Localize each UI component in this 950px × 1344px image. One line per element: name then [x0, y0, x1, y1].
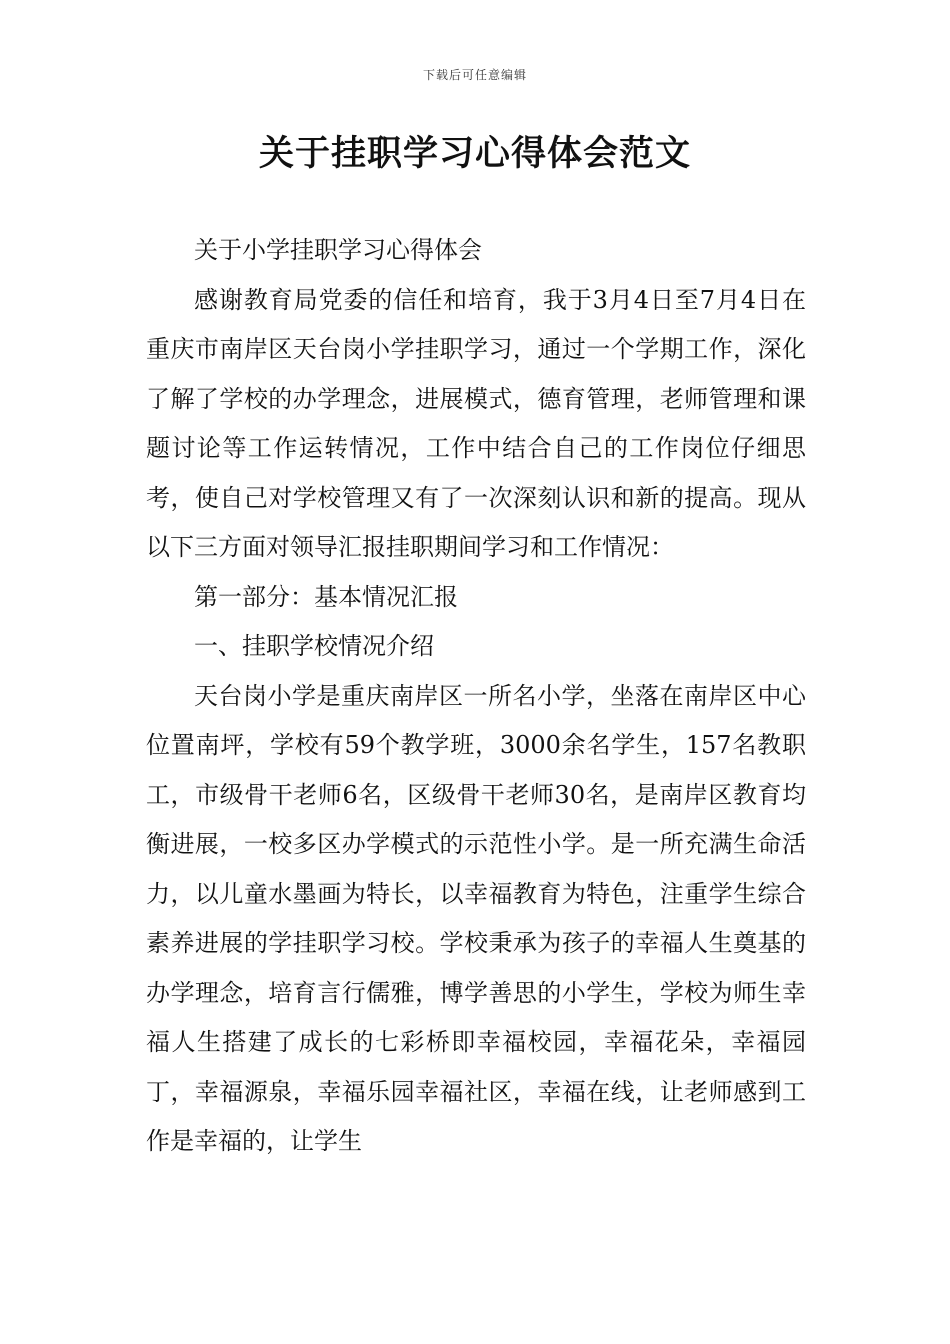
paragraph-school-introduction: 天台岗小学是重庆南岸区一所名小学，坐落在南岸区中心位置南坪，学校有59个教学班，3000余名学生，157名教职工，市级骨干老师6名，区级骨干老师30名，是南岸区教育均衡进展，一校多区办学模式的示范性小学。是一所充满生命活力，以儿童水墨画为特长，以幸福教育为特色，注重学生综合素养进展的学挂职学习校。学校秉承为孩子的幸福人生奠基的办学理念，培育言行儒雅，博学善思的小学生，学校为师生幸福人生搭建了成长的七彩桥即幸福校园，幸福花朵，幸福园丁，幸福源泉，幸福乐园幸福社区，幸福在线，让老师感到工作是幸福的，让学生	[146, 681, 806, 1155]
paragraph-section-heading: 第一部分：基本情况汇报	[194, 582, 458, 611]
document-body	[146, 226, 806, 1167]
paragraph-subtitle: 关于小学挂职学习心得体会	[194, 236, 482, 264]
paragraph-subsection-heading: 一、挂职学校情况介绍	[194, 632, 434, 660]
paragraph-intro: 感谢教育局党委的信任和培育，我于3月4日至7月4日在重庆市南岸区天台岗小学挂职学习，通过一个学期工作，深化了解了学校的办学理念，进展模式，德育管理，老师管理和课题讨论等工作运转情况，工作中结合自己的工作岗位仔细思考，使自己对学校管理又有了一次深刻认识和新的提高。现从以下三方面对领导汇报挂职期间学习和工作情况：	[146, 285, 806, 561]
header-note: 下载后可任意编辑	[422, 68, 527, 82]
document-title: 关于挂职学习心得体会范文	[258, 133, 691, 174]
